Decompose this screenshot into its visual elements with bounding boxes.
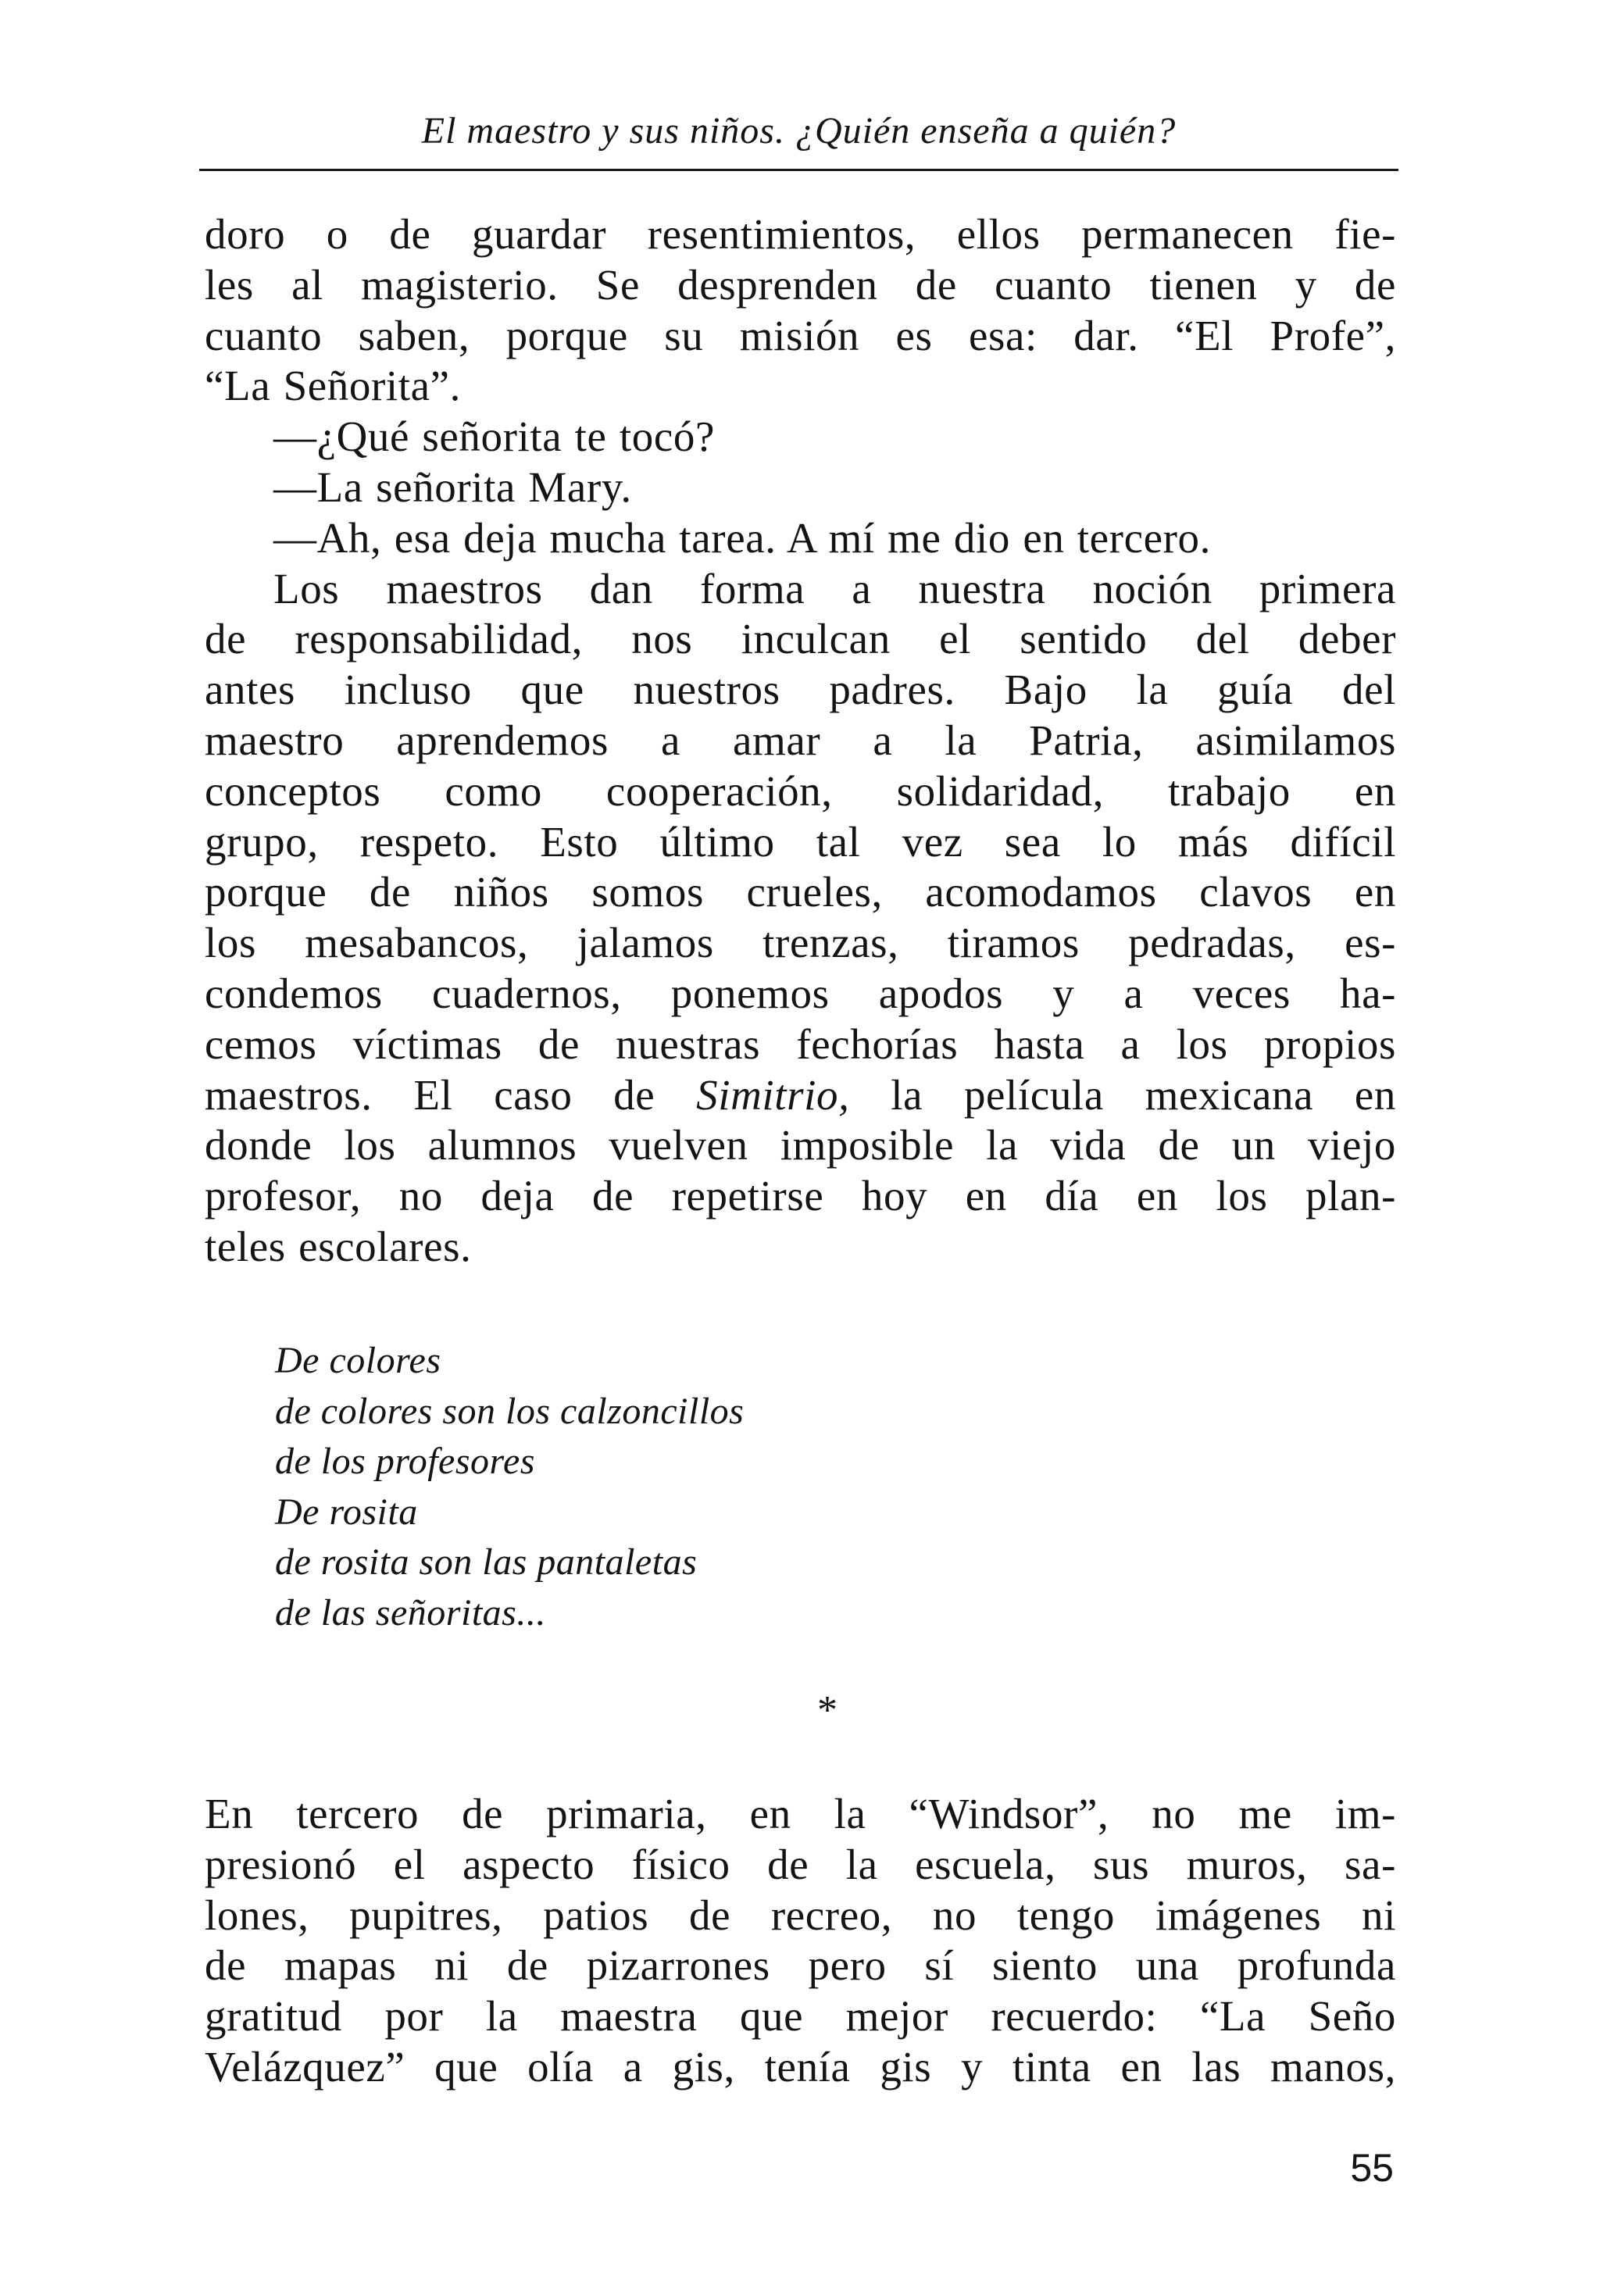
body-text-top	[205, 209, 1396, 1273]
poem-line: de las señoritas...	[275, 1591, 546, 1634]
text-line: los mesabancos, jalamos trenzas, tiramos pedradas, es-	[205, 919, 1396, 967]
text-line: lones, pupitres, patios de recreo, no tengo imágenes ni	[205, 1891, 1396, 1939]
body-text-bottom	[205, 1789, 1396, 2093]
section-separator-asterisk: *	[817, 1688, 838, 1733]
text-line: conceptos como cooperación, solidaridad, trabajo en	[205, 766, 1396, 815]
text-fragment: la película mexicana en	[849, 1070, 1396, 1119]
poem-line: De rosita	[275, 1491, 418, 1533]
text-line: Los maestros dan forma a nuestra noción primera	[273, 564, 1396, 612]
text-line: de mapas ni de pizarrones pero sí siento una profunda	[205, 1941, 1396, 1990]
text-line-with-film-title	[205, 1070, 1396, 1121]
poem-line: de los profesores	[275, 1441, 535, 1482]
poem-verse-block	[275, 1336, 744, 1638]
text-fragment: maestros. El caso de	[205, 1070, 697, 1119]
text-line: grupo, respeto. Esto último tal vez sea lo más difícil	[205, 817, 1396, 866]
text-line: profesor, no deja de repetirse hoy en día en los plan-	[205, 1172, 1396, 1220]
text-line: donde los alumnos vuelven imposible la vida de un viejo	[205, 1121, 1396, 1169]
text-line: gratitud por la maestra que mejor recuerdo: “La Seño	[205, 1992, 1396, 2041]
poem-line: de colores son los calzoncillos	[275, 1390, 745, 1432]
text-line: les al magisterio. Se desprenden de cuanto tienen y de	[205, 260, 1396, 309]
text-line: porque de niños somos crueles, acomodamos clavos en	[205, 868, 1396, 916]
text-line: Velázquez” que olía a gis, tenía gis y tinta en las manos,	[205, 2042, 1396, 2091]
header-rule	[199, 169, 1398, 171]
text-line: “La Señorita”.	[205, 362, 462, 410]
running-head: El maestro y sus niños. ¿Quién enseña a quién?	[421, 110, 1177, 152]
poem-line: De colores	[275, 1340, 441, 1381]
text-line: condemos cuadernos, ponemos apodos y a veces ha-	[205, 969, 1396, 1017]
dialogue-line: —¿Qué señorita te tocó?	[273, 412, 715, 461]
film-title: Simitrio,	[696, 1070, 850, 1119]
text-line: presionó el aspecto físico de la escuela, sus muros, sa-	[205, 1840, 1396, 1888]
dialogue-line: —Ah, esa deja mucha tarea. A mí me dio en tercero.	[273, 513, 1211, 562]
text-line: antes incluso que nuestros padres. Bajo la guía del	[205, 666, 1396, 714]
text-line: doro o de guardar resentimientos, ellos permanecen fie-	[205, 210, 1396, 258]
text-line: cemos víctimas de nuestras fechorías hasta a los propios	[205, 1019, 1396, 1068]
text-line: cuanto saben, porque su misión es esa: dar. “El Profe”,	[205, 311, 1396, 359]
text-line: maestro aprendemos a amar a la Patria, asimilamos	[205, 716, 1396, 764]
text-line: teles escolares.	[205, 1222, 472, 1270]
dialogue-line: —La señorita Mary.	[273, 462, 632, 511]
text-line: En tercero de primaria, en la “Windsor”, no me im-	[205, 1790, 1396, 1837]
text-line: de responsabilidad, nos inculcan el sentido del deber	[205, 615, 1396, 663]
page-number: 55	[1350, 2146, 1394, 2190]
poem-line: de rosita son las pantaletas	[275, 1541, 698, 1583]
